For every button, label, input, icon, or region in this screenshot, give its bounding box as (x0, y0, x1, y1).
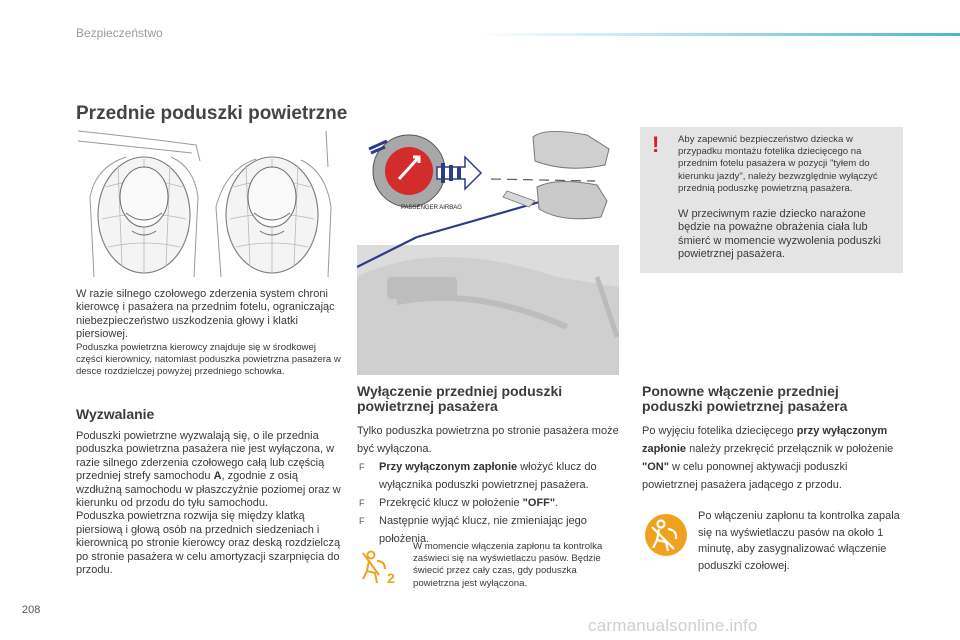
deactivation-heading: Wyłączenie przedniej poduszki powietrznej pasażera (357, 383, 563, 414)
airbag-heads-illustration (76, 127, 340, 282)
icon-number: 2 (387, 570, 395, 585)
switch-label: PASSENGER AIRBAG (401, 205, 462, 211)
deactivation-note: W momencie włączenia zapłonu ta kontrolka zaświeci się na wyświetlaczu pasów. Będzie świecić przez cały czas, gdy poduszka powietrzna jest wyłączona. (413, 541, 603, 589)
deactivation-text (357, 422, 625, 548)
intro-main: W razie silnego czołowego zderzenia system chroni kierowcę i pasażera na przednim fotelu, ograniczając niebezpieczeństwo uszkodzenia głowy i klatki piersiowej. (76, 288, 335, 341)
warning-icon: ! (652, 132, 660, 157)
list-item: F Następnie wyjąć klucz, nie zmieniając jego położenia. (359, 515, 587, 545)
header-rule (478, 33, 960, 36)
warning-main-text: W przeciwnym razie dziecko narażone będzie na poważne obrażenia ciała lub śmierć w momencie wyzwolenia poduszki powietrznej pasażera. (678, 208, 881, 261)
reactivation-text: Po wyjęciu fotelika dziecięcego przy wyłączonym zapłonie należy przekręcić przełącznik w położenie "ON" w celu ponownej aktywacji poduszki powietrznej pasażera jadącego z przodu. (642, 425, 894, 491)
intro-small: Poduszka powietrzna kierowcy znajduje się w środkowej części kierownicy, natomiast poduszka powietrzna pasażera w desce rozdzielczej powyżej przedniego schowka. (76, 341, 341, 378)
airbag-off-warning-icon (361, 549, 401, 585)
airbag-on-indicator-icon (644, 513, 688, 557)
watermark: carmanualsonline.info (588, 616, 758, 635)
deactivation-lead: Tylko poduszka powietrzna po stronie pasażera może być wyłączona. (357, 425, 619, 455)
warning-small-text: Aby zapewnić bezpieczeństwo dziecka w przypadku montażu fotelika dziecięcego na przednim fotelu pasażera w pozycji "tyłem do kierunku jazdy", należy bezwzględnie wyłączyć przednią poduszkę powietrzną pasażera. (678, 134, 878, 194)
section-tag: Bezpieczeństwo (76, 26, 163, 40)
page-title: Przednie poduszki powietrzne (76, 103, 348, 124)
reactivation-heading: Ponowne włączenie przedniej poduszki powietrznej pasażera (642, 383, 848, 414)
triggering-heading: Wyzwalanie (76, 406, 155, 422)
airbag-switch-illustration (357, 127, 619, 375)
triggering-text: Poduszki powietrzne wyzwalają się, o ile przednia poduszka powietrzna pasażera nie jest wyłączona, w razie silnego zderzenia czołowego całą lub częścią przedniej strefy samochodu A, zgodnie z osią wzdłużną samochodu w płaszczyźnie poziomej oraz w kierunku od przodu do tyłu samochodu. Poduszka powietrzna rozwija się między klatką piersiową i głową osób na przednich siedzeniach i kierownicą po stronie kierowcy oraz deską rozdzielczą po stronie pasażera w celu amortyzacji szarpnięcia do przodu. (76, 430, 341, 577)
reactivation-note: Po włączeniu zapłonu ta kontrolka zapala się na wyświetlaczu pasów na około 1 minutę, aby zasygnalizować włączenie poduszki czołowej. (698, 510, 900, 572)
list-item: F Przy wyłączonym zapłonie włożyć klucz do wyłącznika poduszki powietrznej pasażera. (359, 461, 597, 491)
page-number: 208 (22, 604, 41, 616)
intro-text (76, 288, 342, 378)
list-item: F Przekręcić klucz w położenie "OFF". (359, 497, 559, 509)
